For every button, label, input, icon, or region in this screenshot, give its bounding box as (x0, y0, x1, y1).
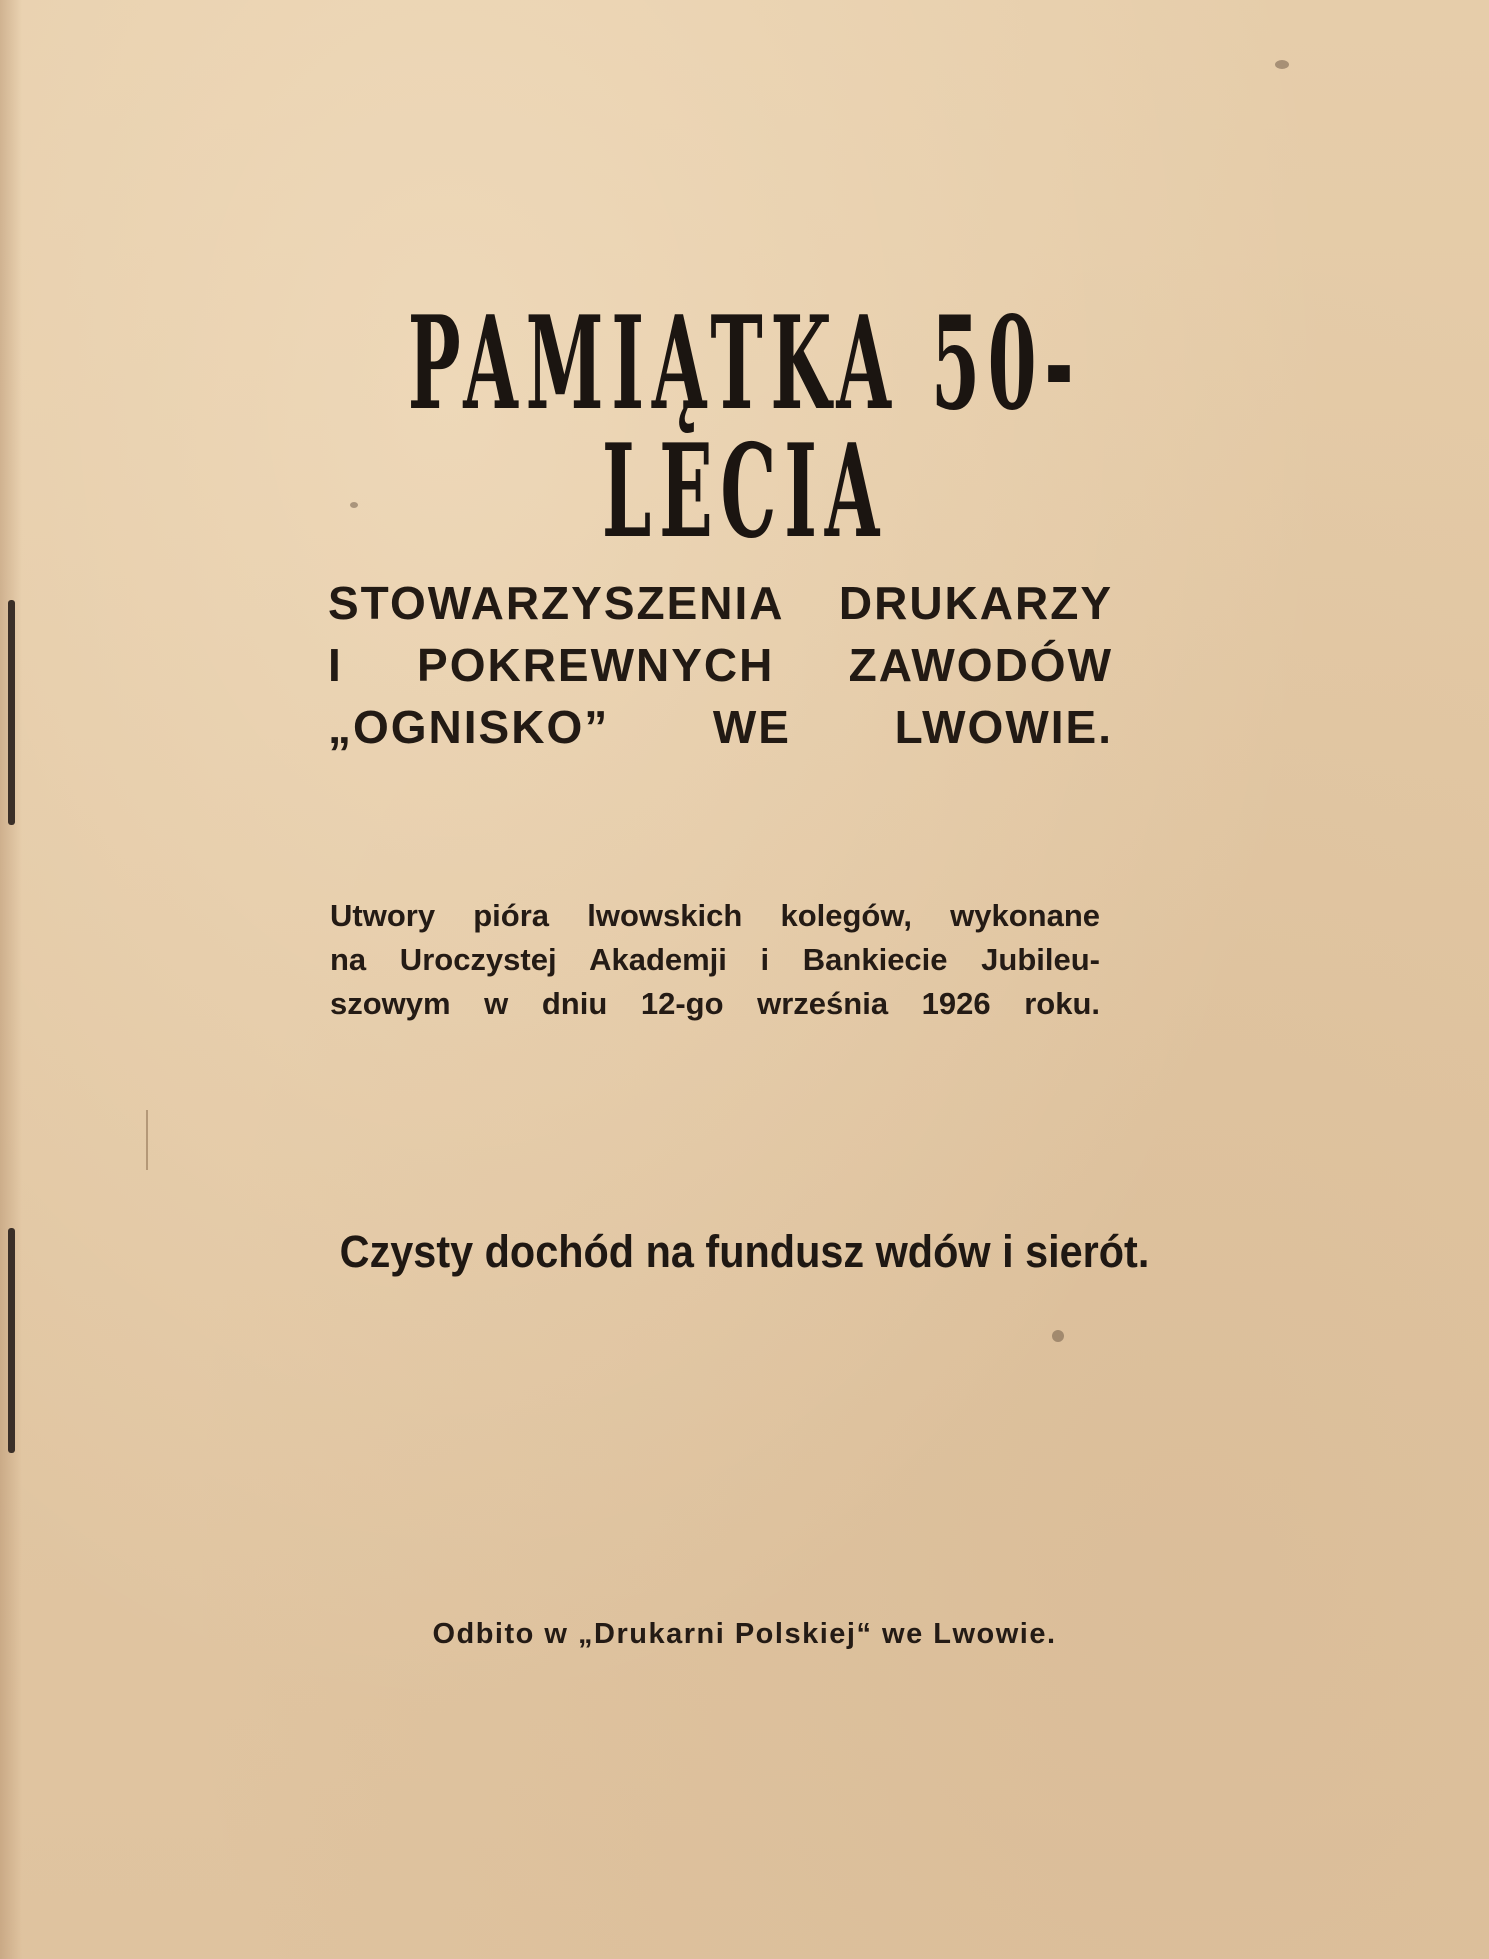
paper-crease (146, 1110, 148, 1170)
description-line: Utwory pióra lwowskich kolegów, wykonane (330, 898, 1100, 933)
printer-imprint: Odbito w „Drukarni Polskiej“ we Lwowie. (432, 1618, 1057, 1650)
description-line: na Uroczystej Akademji i Bankiecie Jubileu- (330, 942, 1100, 977)
description-paragraph (330, 894, 1100, 1026)
paper-speck (1052, 1330, 1064, 1342)
binding-edge (0, 0, 22, 1959)
paper-speck (1275, 60, 1289, 69)
organization-line: STOWARZYSZENIA DRUKARZY (328, 577, 1113, 629)
binding-stitch (8, 1228, 15, 1453)
proceeds-dedication: Czysty dochód na fundusz wdów i sierót. (339, 1226, 1150, 1277)
binding-stitch (8, 600, 15, 825)
page-title: PAMIĄTKA 50-LECIA (407, 289, 1082, 567)
organization-line: I POKREWNYCH ZAWODÓW (328, 639, 1113, 691)
description-line: szowym w dniu 12-go września 1926 roku. (330, 986, 1100, 1021)
organization-line: „OGNISKO” WE LWOWIE. (328, 701, 1113, 753)
organization-name (300, 572, 1120, 758)
